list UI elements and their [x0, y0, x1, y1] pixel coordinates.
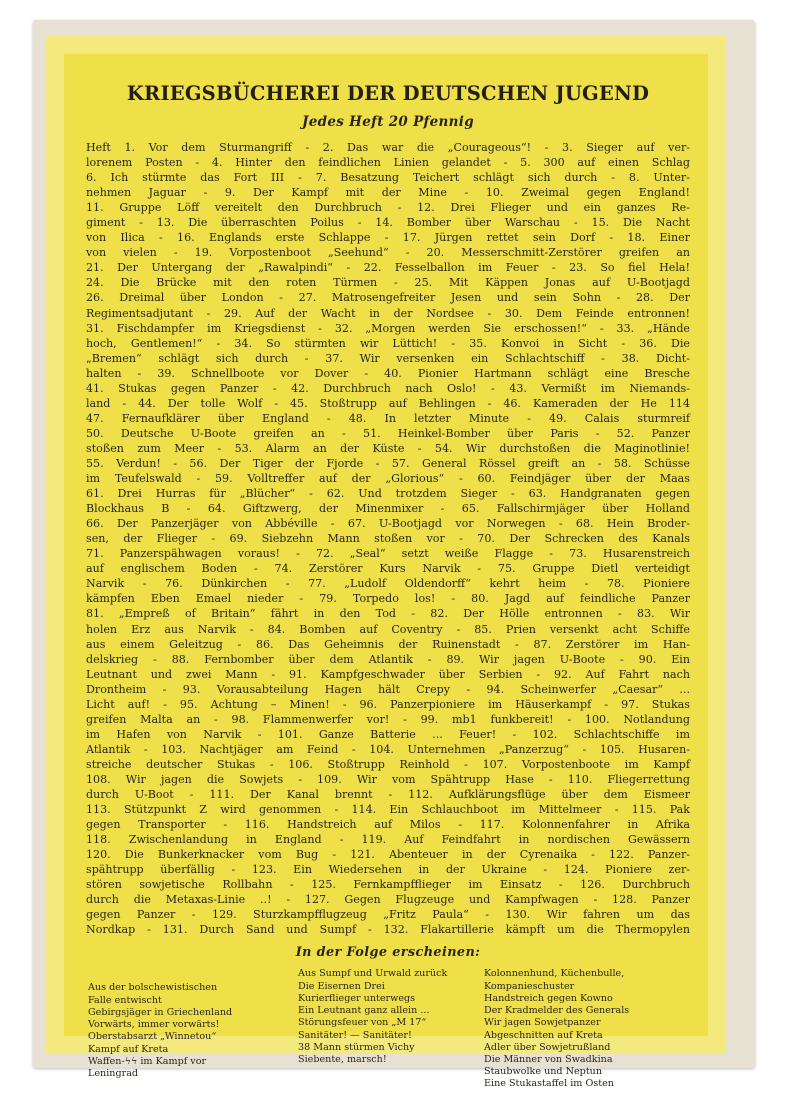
issue-list-line: auf englischem Boden - 74. Zerstörer Kurs Narvik - 75. Gruppe Dietl verteidigt	[86, 562, 690, 576]
issue-list-line: delskrieg - 88. Fernbomber über dem Atlantik - 89. Wir jagen U-Boote - 90. Ein	[86, 652, 690, 666]
upcoming-title-item: Sanitäter! — Sanitäter!	[298, 1029, 412, 1041]
issue-list-line: 113. Stützpunkt Z wird genommen - 114. Ein Schlauchboot im Mittelmeer - 115. Pak	[86, 803, 690, 817]
yellow-panel	[46, 36, 726, 1090]
upcoming-column-3	[484, 968, 659, 1090]
issue-list-line: Heft 1. Vor dem Sturmangriff - 2. Das war die „Courageous“! - 3. Sieger auf ver-	[86, 141, 690, 154]
upcoming-title-item: Staubwolke und Neptun	[484, 1066, 603, 1078]
issue-list-line: spähtrupp überfällig - 123. Ein Wiedersehen in der Ukraine - 124. Pioniere zer-	[86, 863, 690, 877]
upcoming-title-item: 38 Mann stürmen Vichy	[298, 1041, 415, 1053]
issue-list-line: 61. Drei Hurras für „Blücher“ - 62. Und trotzdem Sieger - 63. Handgranaten gegen	[86, 487, 690, 501]
issue-list-line: gegen Panzer - 129. Sturzkampfflugzeug „Fritz Paula“ - 130. Wir fahren um das	[86, 908, 690, 922]
issue-list-line: aus einem Geleitzug - 86. Das Geheimnis der Ruinenstadt - 87. Zerstörer im Han-	[86, 637, 690, 651]
issue-list-line: lorenem Posten - 4. Hinter den feindlichen Linien gelandet - 5. 300 auf einen Schlag	[86, 156, 690, 170]
upcoming-title-item: Abgeschnitten auf Kreta	[484, 1029, 603, 1041]
upcoming-title-item: Eine Stukastaffel im Osten	[484, 1078, 614, 1090]
upcoming-title-item: Aus Sumpf und Urwald zurück	[298, 968, 448, 980]
upcoming-title-item: Kolonnenhund, Küchenbulle,	[484, 968, 625, 980]
issue-list-line: Licht auf! - 95. Achtung – Minen! - 96. Panzerpioniere im Häuserkampf - 97. Stukas	[86, 697, 690, 711]
issue-list-line: 24. Die Brücke mit den roten Türmen - 25. Mit Käppen Jonas auf U-Bootjagd	[86, 276, 690, 290]
issue-list-line: 47. Fernaufklärer über England - 48. In letzter Minute - 49. Calais sturmreif	[86, 411, 690, 425]
issue-list-line: hoch, Gentlemen!“ - 34. So stürmten wir Lüttich! - 35. Konvoi in Sicht - 36. Die	[86, 336, 690, 350]
issue-list-line: Blockhaus B - 64. Giftzwerg, der Minenmixer - 65. Fallschirmjäger über Holland	[86, 502, 690, 516]
upcoming-column-2	[298, 968, 468, 1066]
issue-list-line: 55. Verdun! - 56. Der Tiger der Fjorde - 57. General Rössel greift an - 58. Schüsse	[86, 456, 690, 470]
upcoming-title-item: Vorwärts, immer vorwärts!	[88, 1019, 220, 1031]
issue-list-line: 118. Zwischenlandung in England - 119. Auf Feindfahrt in nordischen Gewässern	[86, 833, 690, 847]
upcoming-title-item: Kompanieschuster	[484, 980, 575, 992]
issue-list-line: durch die Metaxas-Linie ..! - 127. Gegen Flugzeuge und Kampfwagen - 128. Panzer	[86, 893, 690, 907]
issue-list-line: 11. Gruppe Löff vereitelt den Durchbruch - 12. Drei Flieger und ein ganzes Re-	[86, 201, 690, 215]
issue-list-line: 108. Wir jagen die Sowjets - 109. Wir vom Spähtrupp Hase - 110. Fliegerrettung	[86, 772, 690, 786]
issue-list-line: land - 44. Der tolle Wolf - 45. Stoßtrupp auf Behlingen - 46. Kameraden der He 114	[86, 396, 690, 410]
issue-list-line: Leutnant und zwei Mann - 91. Kampfgeschwader über Serbien - 92. Auf Fahrt nach	[86, 667, 690, 681]
upcoming-title-item: Die Eisernen Drei	[298, 980, 385, 992]
issue-list-line: 31. Fischdampfer im Kriegsdienst - 32. „Morgen werden Sie erschossen!“ - 33. „Hände	[86, 321, 690, 335]
issue-list-line: von vielen - 19. Vorpostenboot „Seehund“ - 20. Messerschmitt-Zerstörer greifen an	[86, 246, 690, 260]
upcoming-title-item: Gebirgsjäger in Griechenland	[88, 1006, 233, 1018]
upcoming-title-item: Die Männer von Swadkina	[484, 1053, 613, 1065]
issue-list-line: halten - 39. Schnellboote vor Dover - 40. Pionier Hartmann schlägt eine Bresche	[86, 366, 690, 380]
issue-list-line: Regimentsadjutant - 29. Auf der Wacht in der Nordsee - 30. Dem Feinde entronnen!	[86, 306, 690, 320]
upcoming-title-item: Oberstabsarzt „Winnetou“	[88, 1031, 217, 1043]
issue-list-line: „Bremen“ schlägt sich durch - 37. Wir versenken ein Schlachtschiff - 38. Dicht-	[86, 351, 690, 365]
issue-list-line: 50. Deutsche U-Boote greifen an - 51. Heinkel-Bomber über Paris - 52. Panzer	[86, 426, 690, 440]
upcoming-title-item: Kurierflieger unterwegs	[298, 992, 416, 1004]
upcoming-title-item: Aus der bolschewistischen	[88, 982, 218, 994]
issue-list-line: 26. Dreimal über London - 27. Matrosengefreiter Jesen und sein Sohn - 28. Der	[86, 291, 690, 305]
panel-content	[86, 64, 690, 1090]
upcoming-title-item: Leningrad	[88, 1067, 139, 1079]
upcoming-title-item: Wir jagen Sowjetpanzer	[484, 1017, 601, 1029]
issue-list-line: holen Erz aus Narvik - 84. Bomben auf Coventry - 85. Prien versenkt acht Schiffe	[86, 622, 690, 636]
upcoming-title-item: Falle entwischt	[88, 994, 162, 1006]
issue-list-line: giment - 13. Die überraschten Poilus - 14. Bomber über Warschau - 15. Die Nacht	[86, 216, 690, 230]
upcoming-columns	[86, 968, 690, 1108]
issue-list-line: 120. Die Bunkerknacker vom Bug - 121. Abenteuer in der Cyrenaika - 122. Panzer-	[86, 848, 690, 862]
issue-list-line: 6. Ich stürmte das Fort III - 7. Besatzung Teichert schlägt sich durch - 8. Unter-	[86, 171, 690, 185]
issue-list	[86, 140, 690, 937]
issue-list-line: Drontheim - 93. Vorausabteilung Hagen hält Crepy - 94. Scheinwerfer „Caesar“ ...	[86, 682, 690, 696]
issue-list-line: kämpfen Eben Emael nieder - 79. Torpedo los! - 80. Jagd auf feindliche Panzer	[86, 592, 690, 606]
issue-list-line: stoßen zum Meer - 53. Alarm an der Küste - 54. Wir durchstoßen die Maginotlinie!	[86, 441, 690, 455]
upcoming-title-item: Störungsfeuer von „M 17“	[298, 1017, 427, 1029]
upcoming-title-item: Kampf auf Kreta	[88, 1043, 169, 1055]
issue-list-line: nehmen Jaguar - 9. Der Kampf mit der Mine - 10. Zweimal gegen England!	[86, 186, 690, 200]
issue-list-line: gegen Transporter - 116. Handstreich auf Milos - 117. Kolonnenfahrer in Afrika	[86, 818, 690, 832]
upcoming-title-item: Der Kradmelder des Generals	[484, 1005, 630, 1017]
upcoming-title-item: Siebente, marsch!	[298, 1053, 387, 1065]
issue-list-line: im Hafen von Narvik - 101. Ganze Batterie ... Feuer! - 102. Schlachtschiffe im	[86, 727, 690, 741]
issue-list-line: Atlantik - 103. Nachtjäger am Feind - 104. Unternehmen „Panzerzug“ - 105. Husaren-	[86, 742, 690, 756]
issue-list-line: 21. Der Untergang der „Rawalpindi“ - 22. Fesselballon im Feuer - 23. So fiel Hela!	[86, 261, 690, 275]
issue-list-line: stören sowjetische Rollbahn - 125. Fernkampfflieger im Einsatz - 126. Durchbruch	[86, 878, 690, 892]
upcoming-title-item: Waffen-ϟϟ im Kampf vor	[88, 1055, 207, 1067]
issue-list-line: 81. „Empreß of Britain“ fährt in den Tod - 82. Der Hölle entronnen - 83. Wir	[86, 607, 690, 621]
issue-list-line: 41. Stukas gegen Panzer - 42. Durchbruch nach Oslo! - 43. Vermißt im Niemands-	[86, 381, 690, 395]
series-title: KRIEGSBÜCHEREI DER DEUTSCHEN JUGEND	[126, 82, 650, 105]
issue-list-line: 71. Panzerspähwagen voraus! - 72. „Seal“ setzt weiße Flagge - 73. Husarenstreich	[86, 547, 690, 561]
issue-list-line: streiche deutscher Stukas - 106. Stoßtrupp Reinhold - 107. Vorpostenboote im Kampf	[86, 757, 690, 771]
issue-list-line: durch U-Boot - 111. Der Kanal brennt - 112. Aufklärungsflüge über dem Eismeer	[86, 788, 690, 802]
upcoming-title-item: Ein Leutnant ganz allein ...	[298, 1005, 430, 1017]
issue-list-line: Narvik - 76. Dünkirchen - 77. „Ludolf Oldendorff“ kehrt heim - 78. Pioniere	[86, 577, 690, 591]
issue-list-line: im Teufelswald - 59. Volltreffer auf der „Glorious“ - 60. Feindjäger über der Maas	[86, 472, 690, 486]
issue-list-line: Nordkap - 131. Durch Sand und Sumpf - 132. Flakartillerie kämpft um die Thermopylen	[86, 923, 690, 937]
issue-list-line: von Ilica - 16. Englands erste Schlappe - 17. Jürgen rettet sein Dorf - 18. Einer	[86, 231, 690, 245]
upcoming-column-1	[88, 982, 278, 1080]
upcoming-title-item: Adler über Sowjetrußland	[484, 1041, 611, 1053]
issue-list-line: 66. Der Panzerjäger von Abbéville - 67. U-Bootjagd vor Norwegen - 68. Hein Broder-	[86, 517, 690, 531]
issue-list-line: sen, der Flieger - 69. Siebzehn Mann stoßen vor - 70. Der Schrecken des Kanals	[86, 532, 690, 546]
upcoming-heading: In der Folge erscheinen:	[295, 945, 481, 961]
upcoming-title-item: Handstreich gegen Kowno	[484, 992, 613, 1004]
issue-list-line: greifen Malta an - 98. Flammenwerfer vor! - 99. mb1 funkbereit! - 100. Notlandung	[86, 712, 690, 726]
price-line: Jedes Heft 20 Pfennig	[302, 114, 474, 130]
